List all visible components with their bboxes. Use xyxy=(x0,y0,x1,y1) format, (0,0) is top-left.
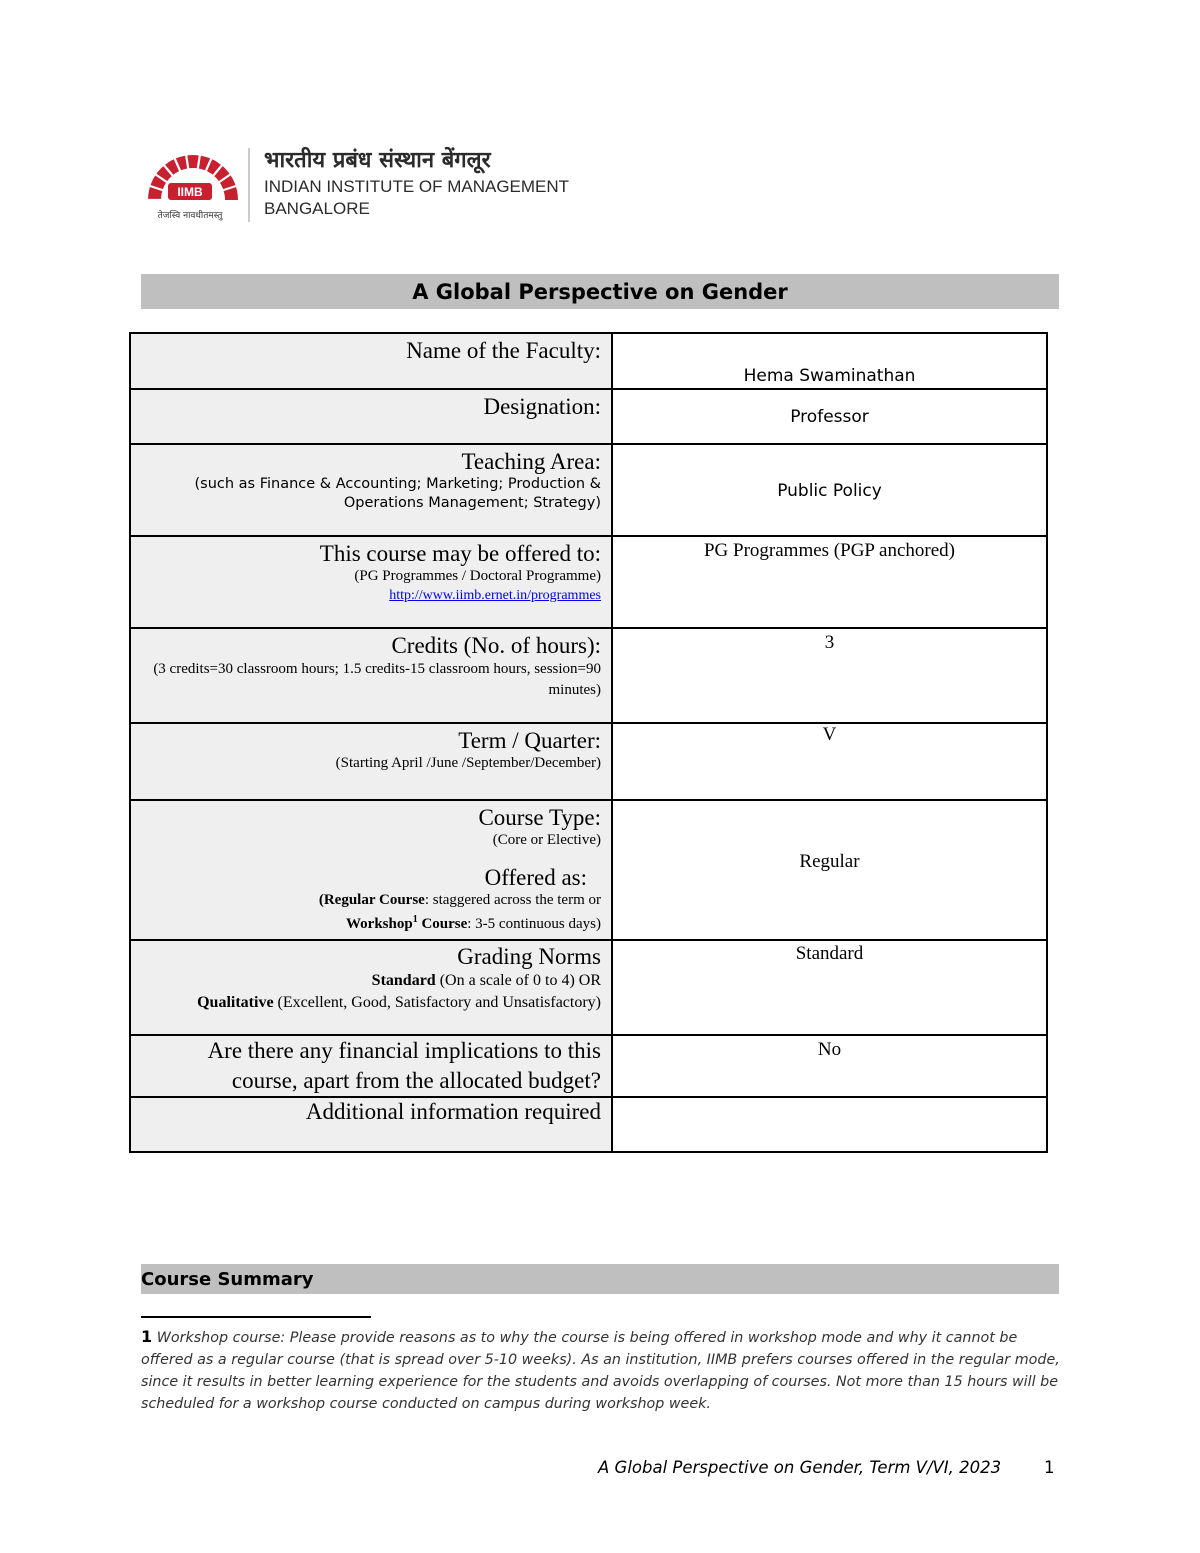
workshop-footnote-ref: 1 xyxy=(412,914,418,925)
term-value: V xyxy=(822,724,837,745)
footnote xyxy=(141,1326,1061,1415)
course-type-hint: (Core or Elective) xyxy=(492,832,601,848)
institute-name-hindi: भारतीय प्रबंध संस्थान बेंगलूर xyxy=(264,148,491,173)
row-term xyxy=(130,723,1047,800)
row-designation xyxy=(130,389,1047,444)
footnote-divider xyxy=(141,1316,371,1318)
row-financial xyxy=(130,1035,1047,1097)
designation-value: Professor xyxy=(790,407,869,427)
row-grading xyxy=(130,940,1047,1035)
teaching-area-label: Teaching Area: xyxy=(461,449,601,474)
teaching-area-value: Public Policy xyxy=(777,481,882,501)
course-type-value: Regular xyxy=(799,851,860,872)
grading-standard xyxy=(131,970,601,992)
faculty-value-cell xyxy=(612,333,1047,389)
row-additional xyxy=(130,1097,1047,1152)
course-summary-heading: Course Summary xyxy=(141,1264,1059,1294)
grading-label: Grading Norms xyxy=(457,944,601,969)
credits-label: Credits (No. of hours): xyxy=(391,633,601,658)
offered-as-regular: (Regular Course: staggered across the term or xyxy=(318,892,601,908)
programmes-link[interactable]: http://www.iimb.ernet.in/programmes xyxy=(389,588,601,603)
qualitative-bold: Qualitative xyxy=(197,994,274,1011)
course-title: A Global Perspective on Gender xyxy=(141,274,1059,309)
logo-emblem-icon xyxy=(148,154,238,221)
logo-motto: तेजस्वि नावधीतमस्तु xyxy=(157,211,223,221)
credits-value: 3 xyxy=(824,632,835,653)
footnote-text: Workshop course: Please provide reasons as to why the course is being offered in workshop mode and why it cannot be offered as a regular course (that is spread over 5-10 weeks). As an institution, IIMB prefers courses offered in the regular mode, since it results in better learning experience for the students and avoids overlapping of courses. Not more than 15 hours will be scheduled for a workshop course conducted on campus during workshop week. xyxy=(141,1330,1060,1412)
additional-label: Additional information required xyxy=(305,1099,601,1124)
grading-value: Standard xyxy=(795,943,864,964)
offered-to-label: This course may be offered to: xyxy=(319,541,601,566)
offered-to-value: PG Programmes (PGP anchored) xyxy=(703,540,955,561)
designation-label: Designation: xyxy=(483,394,601,419)
credits-hint: (3 credits=30 classroom hours; 1.5 credits-15 classroom hours, session=90 minutes) xyxy=(153,661,601,698)
course-info-table xyxy=(129,332,1048,1153)
page-footer: A Global Perspective on Gender, Term V/VI, 2023 xyxy=(598,1458,1002,1477)
additional-value xyxy=(613,1098,1046,1101)
footnote-number: 1 xyxy=(141,1327,153,1346)
standard-bold: Standard xyxy=(371,972,436,989)
institute-name-block xyxy=(264,146,569,220)
term-label: Term / Quarter: xyxy=(458,728,601,753)
row-faculty xyxy=(130,333,1047,389)
qualitative-text: (Excellent, Good, Satisfactory and Unsatisfactory) xyxy=(277,994,601,1011)
workshop-bold: Workshop xyxy=(345,916,413,932)
regular-course-bold: Regular Course xyxy=(323,892,425,908)
row-teaching-area xyxy=(130,444,1047,536)
row-offered-to xyxy=(130,536,1047,628)
workshop-text: : 3-5 continuous days) xyxy=(467,916,601,932)
offered-as-label: Offered as: xyxy=(484,865,587,890)
faculty-label: Name of the Faculty: xyxy=(406,338,601,363)
row-course-type xyxy=(130,800,1047,940)
institute-name-line1: INDIAN INSTITUTE OF MANAGEMENT xyxy=(264,177,570,196)
workshop-course-bold: Course xyxy=(421,916,468,932)
offered-as-workshop xyxy=(131,910,601,934)
faculty-label-cell xyxy=(130,333,612,389)
term-hint: (Starting April /June /September/December) xyxy=(335,755,601,771)
logo-text: IIMB xyxy=(177,185,203,199)
institute-name-line2: BANGALORE xyxy=(264,199,370,218)
standard-text: (On a scale of 0 to 4) OR xyxy=(439,972,601,989)
financial-label: Are there any financial implications to this course, apart from the allocated budget? xyxy=(207,1038,601,1093)
row-credits xyxy=(130,628,1047,723)
faculty-value: Hema Swaminathan xyxy=(743,366,916,386)
grading-qualitative xyxy=(131,992,601,1014)
teaching-area-hint: (such as Finance & Accounting; Marketing; Production & Operations Management; Strategy) xyxy=(194,476,601,511)
course-type-label: Course Type: xyxy=(478,805,601,830)
financial-value: No xyxy=(817,1039,842,1060)
offered-to-hint: (PG Programmes / Doctoral Programme) xyxy=(354,568,601,584)
regular-course-text: : staggered across the term or xyxy=(424,892,601,908)
page-number: 1 xyxy=(1044,1458,1055,1477)
